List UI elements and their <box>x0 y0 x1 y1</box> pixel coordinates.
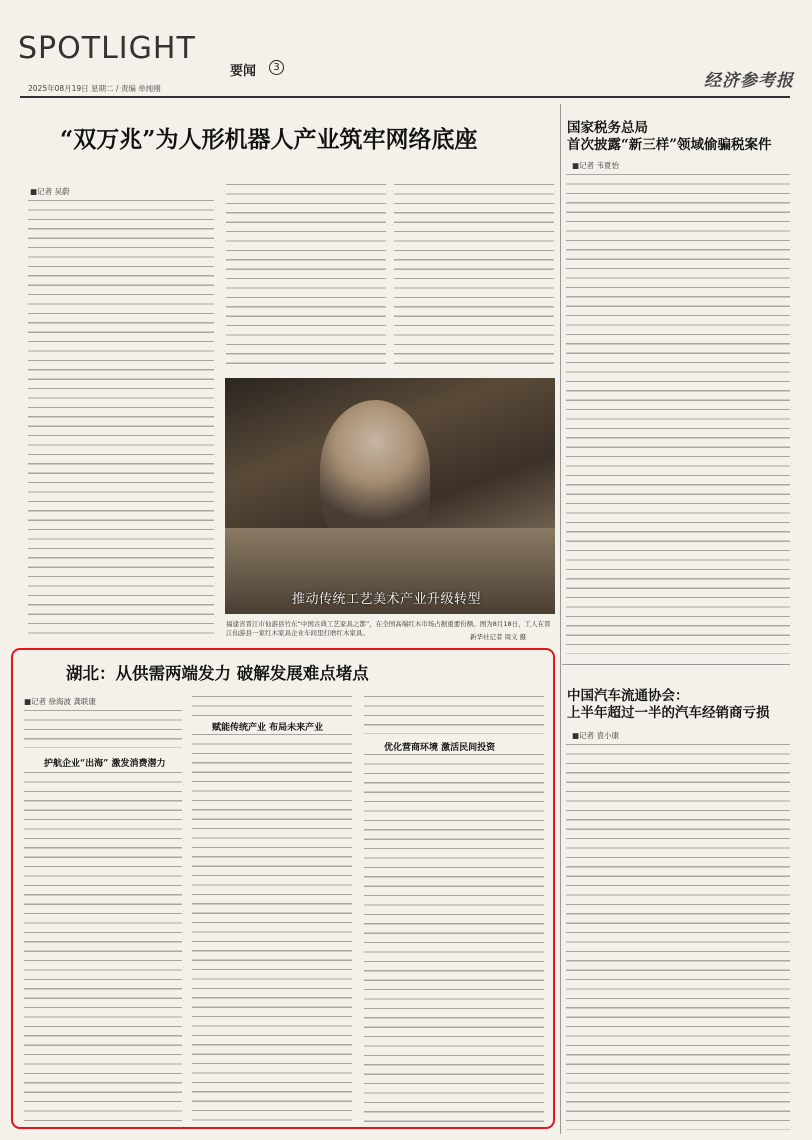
tax-headline-line2: 首次披露“新三样”领域偷骗税案件 <box>567 137 772 153</box>
hubei-column-3a <box>364 696 544 734</box>
hubei-column-2a <box>192 696 352 716</box>
photo-photographer: 新华社记者 周义 摄 <box>470 633 527 641</box>
page-number: 3 <box>269 60 284 75</box>
main-article-column-3 <box>394 184 554 370</box>
photo-credit: 福建省晋江市仙游县竹东“中国古典工艺家具之都”，在全国高端红木市场占据重要份额。图为8月18日，工人在晋江仙游县一家红木家具企业车间里打磨红木家具。 <box>226 620 551 637</box>
masthead-brand: SPOTLIGHT <box>18 31 196 66</box>
tax-byline: ■记者 韦夏怡 <box>572 161 619 170</box>
hubei-byline: ■记者 徐海波 龚联康 <box>24 697 96 706</box>
main-article-column-2 <box>226 184 386 370</box>
hubei-column-3b <box>364 754 544 1124</box>
hubei-subhead-1: 护航企业“出海” 激发消费潜力 <box>44 759 166 769</box>
hubei-subhead-3: 优化营商环境 激活民间投资 <box>384 743 496 753</box>
hubei-headline: 湖北：从供需两端发力 破解发展难点堵点 <box>66 664 369 683</box>
photo-caption: 推动传统工艺美术产业升级转型 <box>292 592 482 607</box>
main-article-column-1 <box>28 200 214 638</box>
main-byline: ■记者 吴蔚 <box>30 187 70 196</box>
auto-headline-line1: 中国汽车流通协会： <box>567 688 689 704</box>
hubei-column-2b <box>192 734 352 1124</box>
tax-headline-line1: 国家税务总局 <box>567 120 648 136</box>
masthead-rule <box>20 96 790 98</box>
hubei-subhead-2: 赋能传统产业 布局未来产业 <box>212 723 324 733</box>
hubei-column-1b <box>24 772 182 1124</box>
right-column-divider <box>562 664 790 665</box>
dateline: 2025年08月19日 星期二 / 责编 单纯刚 <box>28 84 161 93</box>
column-divider <box>560 104 561 1134</box>
newspaper-logo: 经济参考报 <box>704 71 794 91</box>
main-headline: “双万兆”为人形机器人产业筑牢网络底座 <box>60 126 478 153</box>
hubei-column-1a <box>24 710 182 748</box>
auto-headline-line2: 上半年超过一半的汽车经销商亏损 <box>567 705 770 721</box>
section-name: 要闻 <box>230 64 257 79</box>
article-photo <box>225 378 555 614</box>
tax-article-text <box>566 174 790 654</box>
auto-byline: ■记者 袁小康 <box>572 731 619 740</box>
auto-article-text <box>566 744 790 1130</box>
